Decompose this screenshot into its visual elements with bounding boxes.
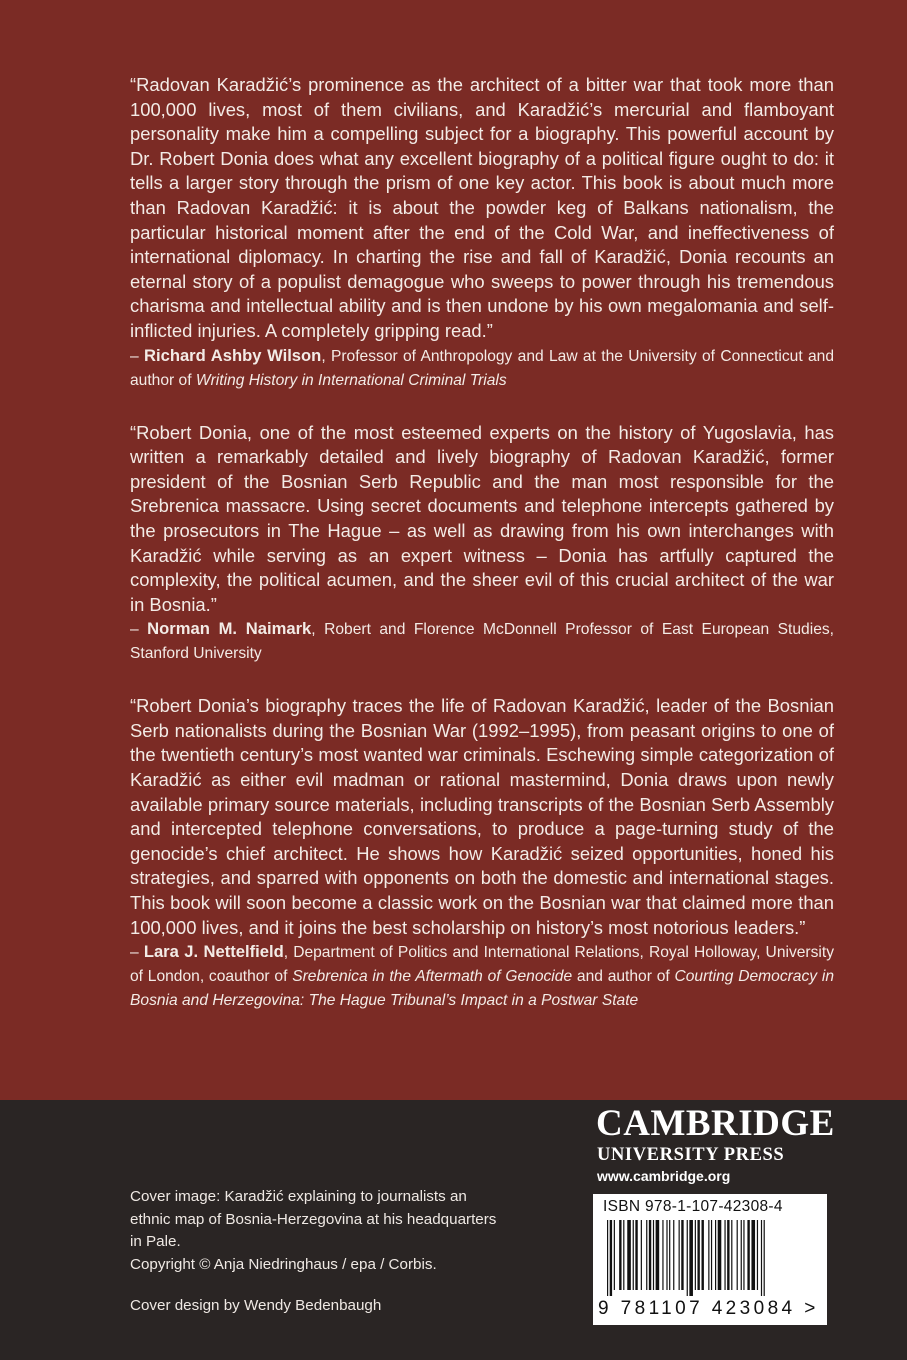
barcode-bar bbox=[666, 1220, 667, 1290]
barcode-bar bbox=[646, 1220, 647, 1290]
endorser-affiliation-tail: and author of bbox=[572, 968, 675, 986]
dash: – bbox=[130, 347, 144, 365]
endorser-affiliation: , Department of Politics and International Relations, Royal Holloway, University of London, coauthor of bbox=[130, 944, 835, 986]
barcode-bar bbox=[649, 1220, 651, 1290]
endorsement-attribution bbox=[130, 617, 834, 666]
barcode-bar bbox=[633, 1220, 634, 1290]
barcode-bar bbox=[697, 1220, 699, 1290]
dash: – bbox=[130, 621, 148, 639]
isbn-label: ISBN 978-1-107-42308-4 bbox=[603, 1198, 783, 1215]
barcode-bar bbox=[679, 1220, 680, 1290]
endorser-affiliation: , Professor of Anthropology and Law at the University of Connecticut and author of bbox=[130, 347, 835, 389]
cover-image-credit bbox=[130, 1186, 510, 1276]
barcode-bar bbox=[614, 1220, 615, 1290]
copyright-line: Copyright © Anja Niedringhaus / epa / Corbis. bbox=[130, 1255, 437, 1273]
endorsement-attribution bbox=[130, 344, 834, 393]
barcode-bar bbox=[751, 1220, 755, 1290]
endorser-work-title-2: Courting Democracy in Bosnia and Herzegovina: The Hague Tribunal’s Impact in a Postwar State bbox=[130, 968, 834, 1010]
barcode-bar bbox=[607, 1220, 608, 1296]
endorser-work-title: Writing History in International Criminal Trials bbox=[195, 371, 507, 389]
barcode-bar bbox=[727, 1220, 729, 1290]
publisher-logo-subtitle: UNIVERSITY PRESS bbox=[597, 1145, 785, 1165]
barcode-bar bbox=[695, 1220, 696, 1290]
barcode-bar bbox=[689, 1220, 693, 1296]
barcode-bar bbox=[673, 1220, 674, 1290]
barcode-bar bbox=[761, 1220, 762, 1296]
barcode-bar bbox=[741, 1220, 742, 1290]
endorser-name: Lara J. Nettelfield bbox=[143, 942, 284, 962]
endorsement-naimark bbox=[130, 421, 834, 667]
barcode-bar bbox=[747, 1220, 749, 1290]
barcode-bar bbox=[708, 1220, 709, 1290]
isbn-barcode bbox=[593, 1194, 827, 1325]
barcode-bar bbox=[702, 1220, 704, 1290]
barcode-bar bbox=[718, 1220, 722, 1290]
barcode-bar bbox=[681, 1220, 683, 1290]
endorser-name: Norman M. Naimark bbox=[147, 619, 312, 639]
barcode-digits: 9 781107 423084 > bbox=[598, 1298, 819, 1319]
barcode-bar bbox=[737, 1220, 738, 1290]
barcode-bar bbox=[653, 1220, 654, 1290]
barcode-bar bbox=[641, 1220, 642, 1290]
endorsements-list bbox=[130, 73, 834, 1041]
barcode-bar bbox=[743, 1220, 744, 1290]
endorser-work-title: Srebrenica in the Aftermath of Genocide bbox=[292, 968, 573, 986]
endorser-name: Richard Ashby Wilson bbox=[144, 345, 322, 365]
barcode-bar bbox=[662, 1220, 663, 1290]
barcode-bar bbox=[764, 1220, 765, 1296]
endorsement-nettelfield bbox=[130, 694, 834, 1013]
barcode-bar bbox=[757, 1220, 758, 1290]
publisher-logo-name: CAMBRIDGE bbox=[596, 1103, 835, 1144]
barcode-bar bbox=[669, 1220, 670, 1290]
barcode-bar bbox=[610, 1220, 612, 1296]
barcode-bar bbox=[731, 1220, 732, 1290]
endorsement-text: “Radovan Karadžić’s prominence as the architect of a bitter war that took more than 100,000 lives, most of them civilians, and Karadžić’s mercurial and flamboyant personality make him a compelling subject for a biography. This powerful account by Dr. Robert Donia does what any excellent biography of a political figure ought to do: it tells a larger story through the prism of one key actor. This book is about much more than Radovan Karadžić: it is about the powder keg of Balkans nationalism, the particular historical moment after the end of the Cold War, and ineffectiveness of international diplomacy. In charting the rise and fall of Karadžić, Donia recounts an eternal story of a populist demagogue who sweeps to power through his tremendous charisma and intellectual ability and is then undone by his own megalomania and self-inflicted injuries. A completely gripping read.” bbox=[130, 74, 834, 341]
barcode-bar bbox=[656, 1220, 660, 1290]
cover-design-credit: Cover design by Wendy Bedenbaugh bbox=[130, 1297, 382, 1314]
endorser-affiliation: , Robert and Florence McDonnell Professor of East European Studies, Stanford University bbox=[130, 621, 834, 663]
barcode-bar bbox=[687, 1220, 688, 1296]
endorsement-attribution bbox=[130, 940, 834, 1013]
endorsement-wilson bbox=[130, 73, 834, 393]
barcode-bar bbox=[715, 1220, 716, 1290]
barcode-bar bbox=[623, 1220, 624, 1290]
barcode-bar bbox=[724, 1220, 725, 1290]
barcode-bar bbox=[619, 1220, 621, 1290]
endorsement-text: “Robert Donia, one of the most esteemed experts on the history of Yugoslavia, has written a remarkably detailed and lively biography of Radovan Karadžić, former president of the Bosnian Serb Republic and the man most responsible for the Srebrenica massacre. Using secret documents and telephone intercepts gathered by the prosecutors in The Hague – as well as drawing from his own interchanges with Karadžić while serving as an expert witness – Donia has artfully captured the complexity, the political acumen, and the sheer evil of this crucial architect of the war in Bosnia.” bbox=[130, 421, 834, 615]
endorsement-text: “Robert Donia’s biography traces the life of Radovan Karadžić, leader of the Bosnian Serb nationalists during the Bosnian War (1992–1995), from peasant origins to one of the twentieth century’s most wanted war criminals. Eschewing simple categorization of Karadžić as either evil madman or rational mastermind, Donia draws upon newly available primary source materials, including transcripts of the Bosnian Serb Assembly and intercepted telephone conversations, to produce a page-turning study of the genocide’s chief architect. He shows how Karadžić seized opportunities, honed his strategies, and sparred with opponents on both the domestic and international stages. This book will soon become a classic work on the Bosnian war that claimed more than 100,000 lives, and it joins the best scholarship on history’s most notorious leaders.” bbox=[130, 695, 834, 938]
dash: – bbox=[130, 944, 144, 962]
publisher-url: www.cambridge.org bbox=[597, 1168, 731, 1184]
barcode-bar bbox=[635, 1220, 637, 1290]
cover-image-caption: Cover image: Karadžić explaining to journalists an ethnic map of Bosnia-Herzegovina at his headquarters in Pale. bbox=[130, 1188, 497, 1250]
barcode-bar bbox=[711, 1220, 712, 1290]
barcode-bars bbox=[603, 1220, 817, 1296]
barcode-bar bbox=[627, 1220, 631, 1290]
